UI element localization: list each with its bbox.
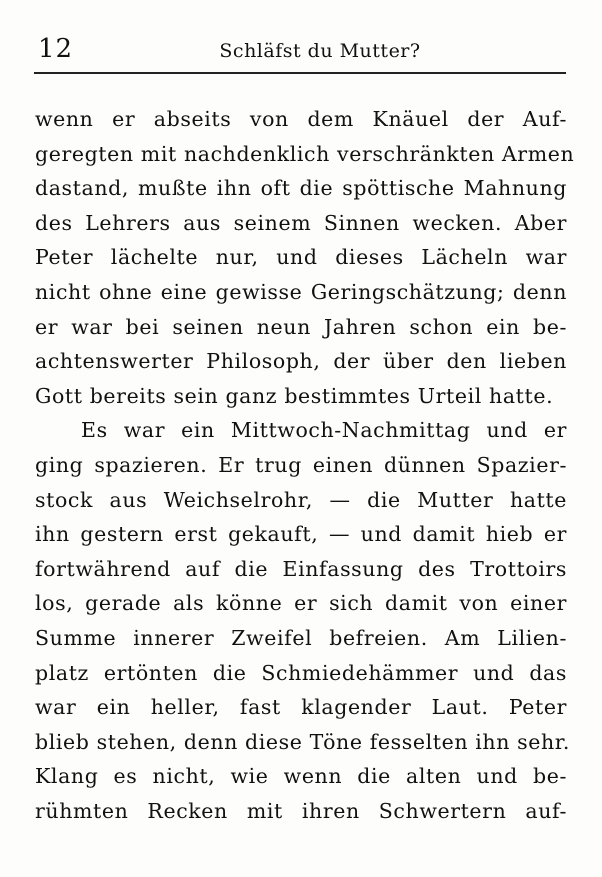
page-number: 12: [38, 34, 74, 64]
text-line: achtenswerter Philosoph, der über den lieben: [35, 349, 567, 374]
text-line: rühmten Recken mit ihren Schwertern auf-: [35, 798, 567, 823]
text-line: Gott bereits sein ganz bestimmtes Urteil hatte.: [35, 383, 554, 408]
text-line: platz ertönten die Schmiedehämmer und das: [35, 660, 567, 685]
text-line: Summe innerer Zweifel befreien. Am Lilien-: [35, 625, 567, 650]
text-line: los, gerade als könne er sich damit von einer: [35, 591, 567, 616]
text-line: Klang es nicht, wie wenn die alten und be-: [35, 764, 567, 789]
body-text: [35, 102, 575, 828]
header-rule: [34, 72, 566, 74]
running-title: Schläfst du Mutter?: [219, 40, 421, 62]
text-line: er war bei seinen neun Jahren schon ein be-: [35, 314, 567, 339]
text-line: blieb stehen, denn diese Töne fesselten ihn sehr.: [35, 729, 571, 754]
text-line: stock aus Weichselrohr, — die Mutter hatte: [35, 487, 567, 512]
text-line: dastand, mußte ihn oft die spöttische Mahnung: [35, 176, 567, 201]
text-line: fortwährend auf die Einfassung des Trottoirs: [35, 556, 567, 581]
text-line: geregten mit nachdenklich verschränkten Armen: [35, 141, 575, 166]
text-line: war ein heller, fast klagender Laut. Peter: [35, 695, 567, 720]
text-line: nicht ohne eine gewisse Geringschätzung; denn: [35, 279, 567, 304]
text-line: ihn gestern erst gekauft, — und damit hieb er: [35, 522, 567, 547]
text-line: des Lehrers aus seinem Sinnen wecken. Aber: [35, 210, 567, 235]
text-line: Es war ein Mittwoch-Nachmittag und er: [81, 418, 567, 443]
text-line: ging spazieren. Er trug einen dünnen Spazier-: [35, 452, 567, 477]
text-line: wenn er abseits von dem Knäuel der Auf-: [35, 107, 567, 131]
page-header: [34, 34, 566, 70]
text-line: Peter lächelte nur, und dieses Lächeln war: [35, 245, 567, 270]
